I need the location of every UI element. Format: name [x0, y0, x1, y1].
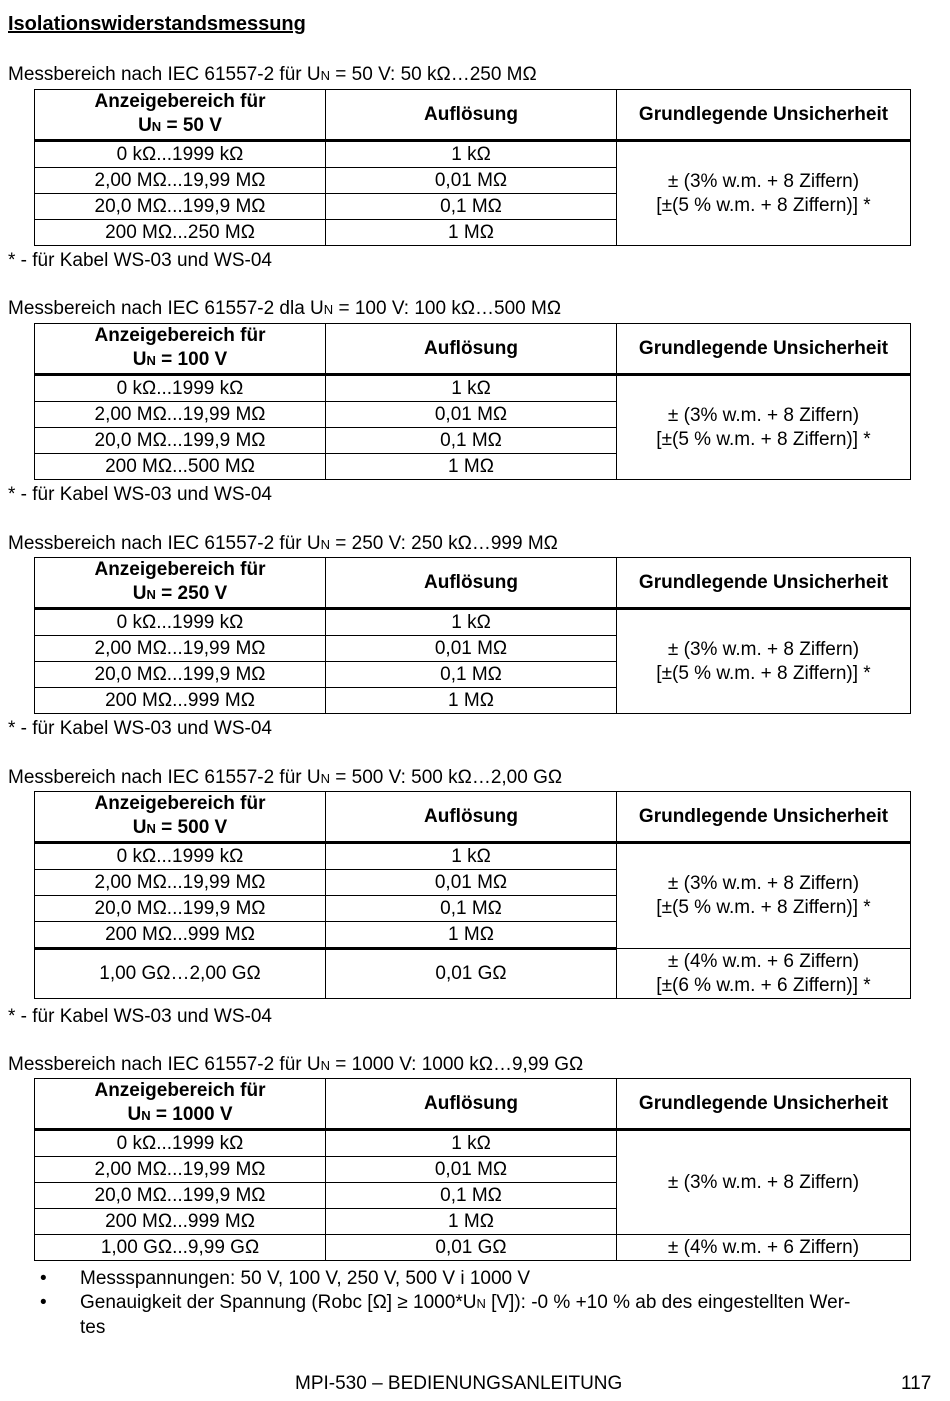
resolution-cell: 1 MΩ	[326, 1209, 617, 1235]
resolution-cell: 0,01 MΩ	[326, 402, 617, 428]
range-cell: 0 kΩ...1999 kΩ	[35, 609, 326, 636]
header-range: Anzeigebereich für UN = 100 V	[35, 324, 326, 375]
resolution-cell: 0,01 MΩ	[326, 870, 617, 896]
range-cell: 200 MΩ...250 MΩ	[35, 220, 326, 246]
range-cell: 20,0 MΩ...199,9 MΩ	[35, 662, 326, 688]
uncertainty-cell: ± (3% w.m. + 8 Ziffern) [±(5 % w.m. + 8 Ziffern)] *	[617, 141, 911, 246]
bullet-icon: •	[40, 1292, 47, 1313]
notes-list	[40, 1267, 940, 1340]
resolution-cell: 1 kΩ	[326, 609, 617, 636]
resolution-cell: 0,01 MΩ	[326, 636, 617, 662]
range-cell: 1,00 GΩ...9,99 GΩ	[35, 1235, 326, 1261]
header-resolution: Auflösung	[326, 90, 617, 141]
resolution-cell: 0,01 MΩ	[326, 1157, 617, 1183]
page-number: 117	[901, 1373, 932, 1394]
range-cell: 20,0 MΩ...199,9 MΩ	[35, 194, 326, 220]
range-cell: 2,00 MΩ...19,99 MΩ	[35, 402, 326, 428]
range-caption-50v: Messbereich nach IEC 61557-2 für UN = 50 V: 50 kΩ…250 MΩ	[8, 64, 537, 85]
resolution-cell: 0,1 MΩ	[326, 1183, 617, 1209]
uncertainty-cell: ± (3% w.m. + 8 Ziffern) [±(5 % w.m. + 8 Ziffern)] *	[617, 375, 911, 480]
table-row	[35, 843, 911, 870]
range-cell: 200 MΩ...999 MΩ	[35, 688, 326, 714]
header-range: Anzeigebereich für UN = 1000 V	[35, 1079, 326, 1130]
spec-table-500v	[34, 791, 911, 999]
header-uncertainty: Grundlegende Unsicherheit	[617, 1079, 911, 1130]
range-cell: 2,00 MΩ...19,99 MΩ	[35, 168, 326, 194]
footnote-100v: * - für Kabel WS-03 und WS-04	[8, 484, 272, 505]
uncertainty-cell: ± (4% w.m. + 6 Ziffern) [±(6 % w.m. + 6 Ziffern)] *	[617, 949, 911, 999]
header-resolution: Auflösung	[326, 792, 617, 843]
range-cell: 0 kΩ...1999 kΩ	[35, 1130, 326, 1157]
table-row	[35, 1130, 911, 1157]
page-title: Isolationswiderstandsmessung	[8, 13, 306, 35]
uncertainty-cell: ± (3% w.m. + 8 Ziffern) [±(5 % w.m. + 8 Ziffern)] *	[617, 609, 911, 714]
table-row	[35, 1235, 911, 1261]
header-uncertainty: Grundlegende Unsicherheit	[617, 90, 911, 141]
resolution-cell: 0,01 GΩ	[326, 1235, 617, 1261]
table-row	[35, 375, 911, 402]
range-cell: 200 MΩ...999 MΩ	[35, 1209, 326, 1235]
resolution-cell: 1 kΩ	[326, 141, 617, 168]
resolution-cell: 1 MΩ	[326, 688, 617, 714]
footnote-50v: * - für Kabel WS-03 und WS-04	[8, 250, 272, 271]
resolution-cell: 0,1 MΩ	[326, 662, 617, 688]
header-uncertainty: Grundlegende Unsicherheit	[617, 324, 911, 375]
spec-table-100v	[34, 323, 911, 480]
uncertainty-cell: ± (4% w.m. + 6 Ziffern)	[617, 1235, 911, 1261]
table-row	[35, 949, 911, 999]
header-uncertainty: Grundlegende Unsicherheit	[617, 558, 911, 609]
range-caption-500v: Messbereich nach IEC 61557-2 für UN = 500 V: 500 kΩ…2,00 GΩ	[8, 767, 563, 788]
resolution-cell: 0,1 MΩ	[326, 896, 617, 922]
footnote-250v: * - für Kabel WS-03 und WS-04	[8, 718, 272, 739]
table-row	[35, 609, 911, 636]
list-item: • Messspannungen: 50 V, 100 V, 250 V, 500 V i 1000 V	[40, 1268, 531, 1289]
header-resolution: Auflösung	[326, 324, 617, 375]
resolution-cell: 0,01 MΩ	[326, 168, 617, 194]
header-uncertainty: Grundlegende Unsicherheit	[617, 792, 911, 843]
resolution-cell: 1 kΩ	[326, 843, 617, 870]
header-range: Anzeigebereich für UN = 500 V	[35, 792, 326, 843]
range-caption-100v: Messbereich nach IEC 61557-2 dla UN = 100 V: 100 kΩ…500 MΩ	[8, 298, 562, 319]
range-cell: 0 kΩ...1999 kΩ	[35, 375, 326, 402]
range-cell: 0 kΩ...1999 kΩ	[35, 843, 326, 870]
header-resolution: Auflösung	[326, 558, 617, 609]
resolution-cell: 1 kΩ	[326, 375, 617, 402]
resolution-cell: 1 MΩ	[326, 922, 617, 949]
table-row	[35, 141, 911, 168]
range-cell: 200 MΩ...999 MΩ	[35, 922, 326, 949]
range-cell: 200 MΩ...500 MΩ	[35, 454, 326, 480]
list-item: • Genauigkeit der Spannung (Robc [Ω] ≥ 1000*UN [V]): -0 % +10 % ab des eingestellten Wer- tes	[40, 1292, 851, 1338]
bullet-icon: •	[40, 1268, 47, 1289]
uncertainty-cell: ± (3% w.m. + 8 Ziffern) [±(5 % w.m. + 8 Ziffern)] *	[617, 843, 911, 949]
footer-doc-title: MPI-530 – BEDIENUNGSANLEITUNG	[295, 1373, 623, 1394]
footnote-500v: * - für Kabel WS-03 und WS-04	[8, 1006, 272, 1027]
spec-table-1000v	[34, 1078, 911, 1261]
range-caption-1000v: Messbereich nach IEC 61557-2 für UN = 1000 V: 1000 kΩ…9,99 GΩ	[8, 1054, 584, 1075]
range-cell: 20,0 MΩ...199,9 MΩ	[35, 896, 326, 922]
resolution-cell: 1 MΩ	[326, 220, 617, 246]
spec-table-250v	[34, 557, 911, 714]
range-cell: 2,00 MΩ...19,99 MΩ	[35, 636, 326, 662]
uncertainty-cell: ± (3% w.m. + 8 Ziffern)	[617, 1130, 911, 1235]
header-resolution: Auflösung	[326, 1079, 617, 1130]
header-range: Anzeigebereich für UN = 250 V	[35, 558, 326, 609]
resolution-cell: 0,1 MΩ	[326, 428, 617, 454]
resolution-cell: 1 MΩ	[326, 454, 617, 480]
resolution-cell: 0,01 GΩ	[326, 949, 617, 999]
range-caption-250v: Messbereich nach IEC 61557-2 für UN = 250 V: 250 kΩ…999 MΩ	[8, 533, 558, 554]
resolution-cell: 0,1 MΩ	[326, 194, 617, 220]
resolution-cell: 1 kΩ	[326, 1130, 617, 1157]
range-cell: 1,00 GΩ…2,00 GΩ	[35, 949, 326, 999]
range-cell: 0 kΩ...1999 kΩ	[35, 141, 326, 168]
spec-table-50v	[34, 89, 911, 246]
range-cell: 2,00 MΩ...19,99 MΩ	[35, 870, 326, 896]
range-cell: 20,0 MΩ...199,9 MΩ	[35, 428, 326, 454]
header-range: Anzeigebereich für UN = 50 V	[35, 90, 326, 141]
range-cell: 20,0 MΩ...199,9 MΩ	[35, 1183, 326, 1209]
range-cell: 2,00 MΩ...19,99 MΩ	[35, 1157, 326, 1183]
